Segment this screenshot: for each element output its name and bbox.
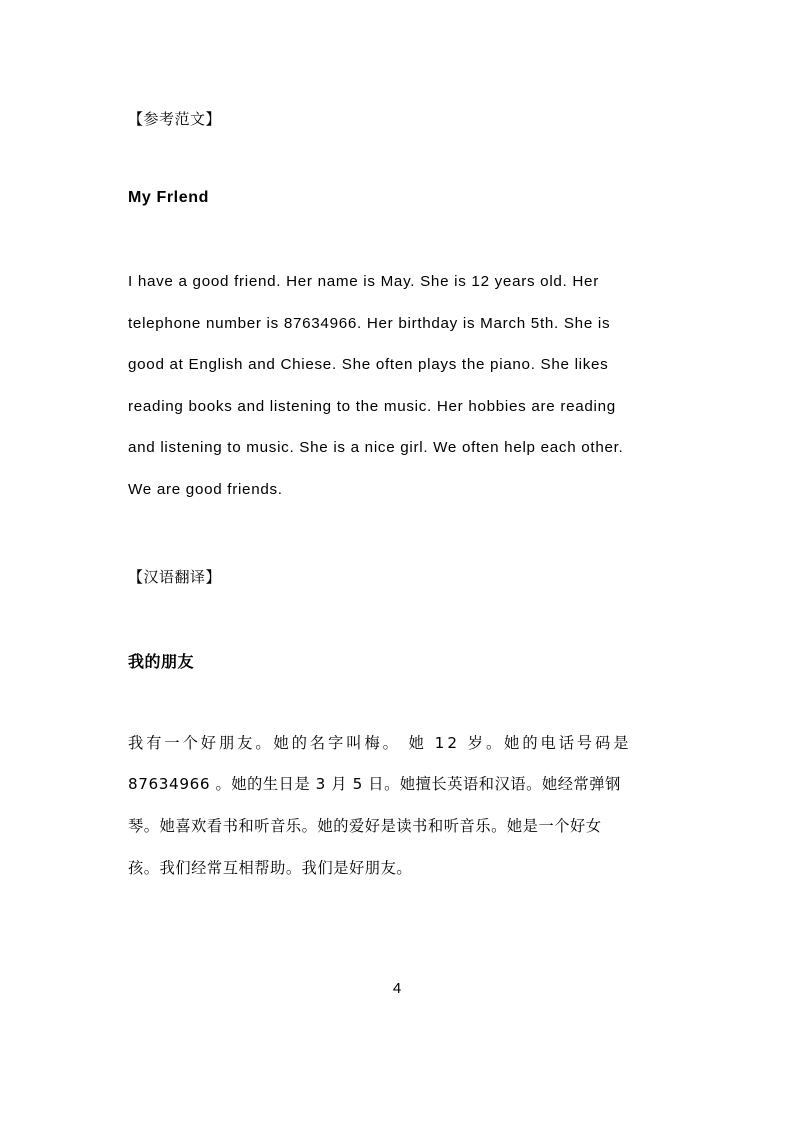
- translation-title: 我的朋友: [128, 652, 195, 671]
- translation-label: 【汉语翻译】: [128, 568, 222, 586]
- translation-line: 87634966 。她的生日是 3 月 5 日。她擅长英语和汉语。她经常弹钢: [128, 775, 621, 793]
- translation-line: 孩。我们经常互相帮助。我们是好朋友。: [128, 859, 413, 877]
- essay-line: reading books and listening to the music. Her hobbies are reading: [128, 398, 616, 415]
- translation-line: 我有一个好朋友。她的名字叫梅。 她 12 岁。她的电话号码是: [128, 734, 632, 752]
- essay-line: I have a good friend. Her name is May. She is 12 years old. Her: [128, 273, 599, 290]
- essay-line: telephone number is 87634966. Her birthday is March 5th. She is: [128, 315, 611, 332]
- page-number: 4: [392, 980, 402, 997]
- essay-line: and listening to music. She is a nice girl. We often help each other.: [128, 439, 624, 456]
- model-essay-label: 【参考范文】: [128, 110, 222, 128]
- translation-line: 琴。她喜欢看书和听音乐。她的爱好是读书和听音乐。她是一个好女: [128, 817, 602, 835]
- essay-title: My Frlend: [128, 189, 209, 206]
- essay-line: good at English and Chiese. She often plays the piano. She likes: [128, 356, 609, 373]
- essay-line: We are good friends.: [128, 481, 283, 498]
